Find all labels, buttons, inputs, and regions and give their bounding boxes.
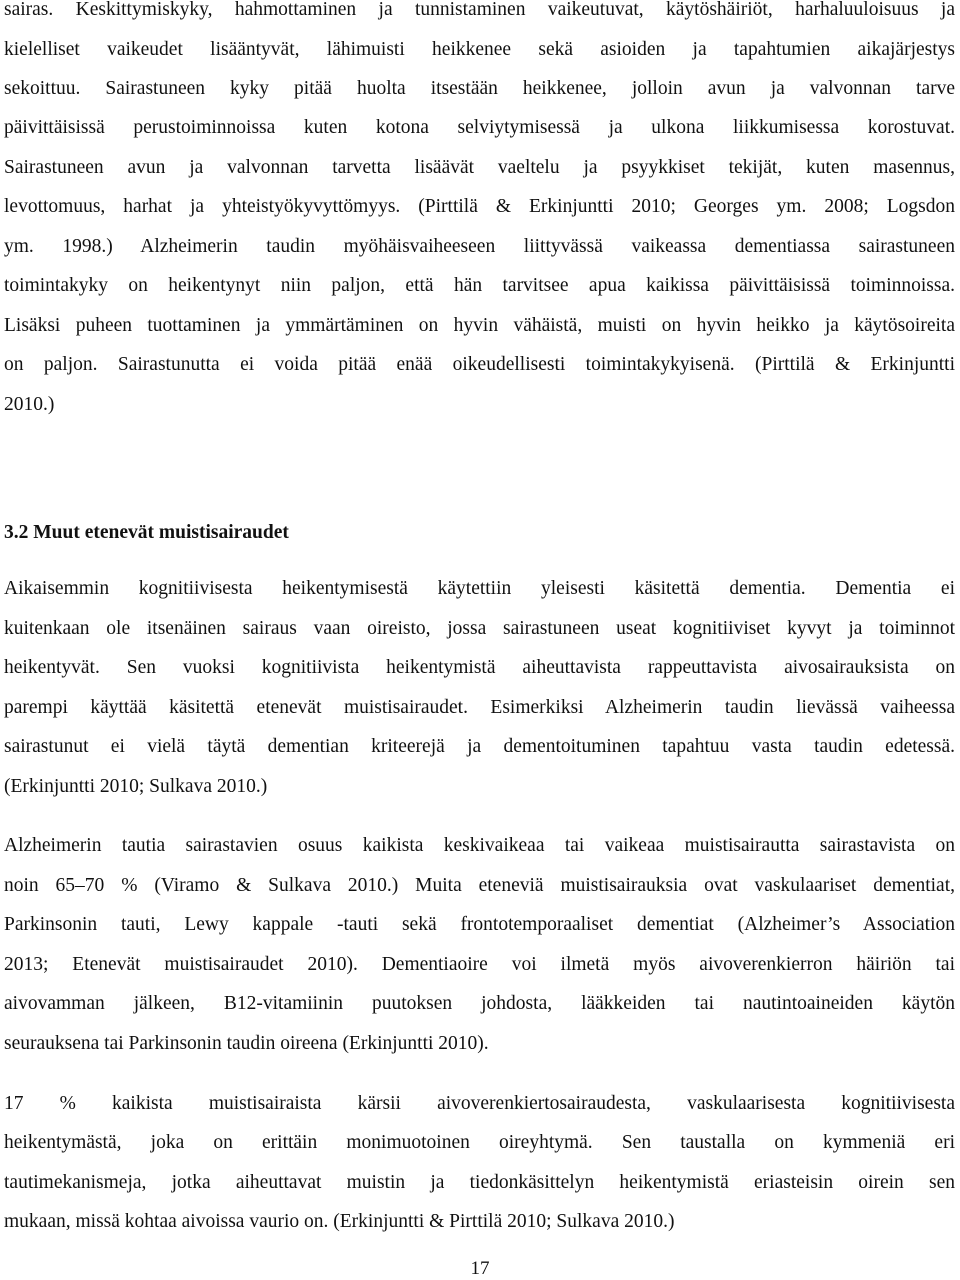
paragraph-4-line-1: 17 % kaikista muistisairaista kärsii aivoverenkiertosairaudesta, vaskulaarisesta kognitiivisesta [4,1093,955,1114]
paragraph-1-line-9: Lisäksi puheen tuottaminen ja ymmärtäminen on hyvin vähäistä, muisti on hyvin heikko ja käytösoireita [4,315,955,336]
paragraph-1-line-7: ym. 1998.) Alzheimerin taudin myöhäisvaiheeseen liittyvässä vaikeassa dementiassa sairastuneen [4,236,955,257]
page-number: 17 [470,1258,490,1279]
section-heading: 3.2 Muut etenevät muistisairaudet [4,522,289,543]
paragraph-1-line-6: levottomuus, harhat ja yhteistyökyvyttömyys. (Pirttilä & Erkinjuntti 2010; Georges ym. 2008; Logsdon [4,196,955,217]
paragraph-3-line-2: noin 65–70 % (Viramo & Sulkava 2010.) Muita eteneviä muistisairauksia ovat vaskulaariset dementiat, [4,875,955,896]
paragraph-4-line-4: mukaan, missä kohtaa aivoissa vaurio on. (Erkinjuntti & Pirttilä 2010; Sulkava 2010.) [4,1211,675,1232]
paragraph-1-line-10: on paljon. Sairastunutta ei voida pitää enää oikeudellisesti toimintakykyisenä. (Pirttilä & Erkinjuntti [4,354,955,375]
paragraph-1-line-3: sekoittuu. Sairastuneen kyky pitää huolta itsestään heikkenee, jolloin avun ja valvonnan tarve [4,78,955,99]
paragraph-4-line-3: tautimekanismeja, jotka aiheuttavat muistin ja tiedonkäsittelyn heikentymistä eriasteisin oirein sen [4,1172,955,1193]
paragraph-3-line-3: Parkinsonin tauti, Lewy kappale -tauti sekä frontotemporaaliset dementiat (Alzheimer’s Association [4,914,955,935]
paragraph-1-line-4: päivittäisissä perustoiminnoissa kuten kotona selviytymisessä ja ulkona liikkumisessa korostuvat. [4,117,955,138]
paragraph-2-line-4: parempi käyttää käsitettä etenevät muistisairaudet. Esimerkiksi Alzheimerin taudin lievässä vaiheessa [4,697,955,718]
paragraph-1-line-1: sairas. Keskittymiskyky, hahmottaminen ja tunnistaminen vaikeutuvat, käytöshäiriöt, harhaluuloisuus ja [4,0,955,20]
paragraph-3-line-5: aivovamman jälkeen, B12-vitamiinin puutoksen johdosta, lääkkeiden tai nautintoaineiden käytön [4,993,955,1014]
paragraph-1-line-2: kielelliset vaikeudet lisääntyvät, lähimuisti heikkenee sekä asioiden ja tapahtumien aikajärjestys [4,39,955,60]
paragraph-3-line-6: seurauksena tai Parkinsonin taudin oireena (Erkinjuntti 2010). [4,1033,489,1054]
paragraph-4-line-2: heikentymästä, joka on erittäin monimuotoinen oireyhtymä. Sen taustalla on kymmeniä eri [4,1132,955,1153]
paragraph-2-line-1: Aikaisemmin kognitiivisesta heikentymisestä käytettiin yleisesti käsitettä dementia. Dementia ei [4,578,955,599]
paragraph-3-line-4: 2013; Etenevät muistisairaudet 2010). Dementiaoire voi ilmetä myös aivoverenkierron häiriön tai [4,954,955,975]
paragraph-2-line-2: kuitenkaan ole itsenäinen sairaus vaan oireisto, jossa sairastuneen useat kognitiiviset kyvyt ja toiminnot [4,618,955,639]
paragraph-2-line-5: sairastunut ei vielä täytä dementian kriteerejä ja dementoituminen tapahtuu vasta taudin edetessä. [4,736,955,757]
paragraph-3-line-1: Alzheimerin tautia sairastavien osuus kaikista keskivaikeaa tai vaikeaa muistisairautta sairastavista on [4,835,955,856]
paragraph-2-line-6: (Erkinjuntti 2010; Sulkava 2010.) [4,776,268,797]
paragraph-1-line-11: 2010.) [4,394,55,415]
paragraph-2-line-3: heikentyvät. Sen vuoksi kognitiivista heikentymistä aiheuttavista rappeuttavista aivosairauksista on [4,657,955,678]
paragraph-1-line-8: toimintakyky on heikentynyt niin paljon, että hän tarvitsee apua kaikissa päivittäisissä toiminnoissa. [4,275,955,296]
paragraph-1-line-5: Sairastuneen avun ja valvonnan tarvetta lisäävät vaeltelu ja psyykkiset tekijät, kuten masennus, [4,157,955,178]
